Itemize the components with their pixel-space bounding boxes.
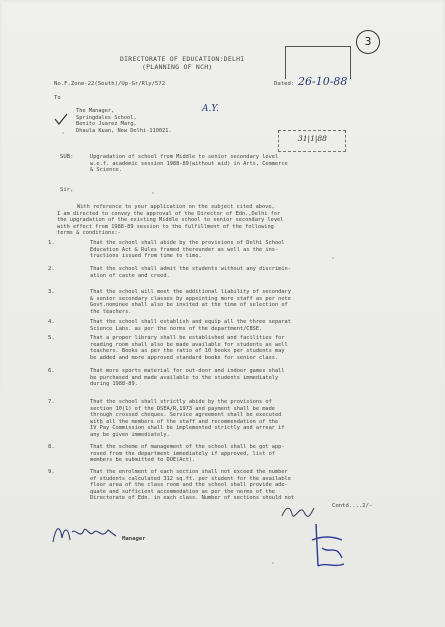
condition-line: of students calculated 312 sq.ft. per student for the available <box>90 475 291 482</box>
condition-line: floor area of the class room and the school shall provide ade- <box>90 482 288 488</box>
intro-line: With reference to your application on the subject cited above, <box>77 204 275 210</box>
condition-line: IV Pay Commission shall be implemented strictly and arrear if <box>90 425 285 431</box>
condition-line: That the scheme of management of the school shall be got app- <box>90 444 285 450</box>
handwritten-date: 26-10-88 <box>298 75 348 88</box>
condition-line: roved from the department immediately if approved, list of <box>90 450 275 457</box>
condition-line: quate and sufficient accommodation as per the norms of the <box>90 488 275 495</box>
condition-item <box>90 399 285 438</box>
condition-line: That more sports material for out-door and indoor games shall <box>90 368 285 374</box>
scan-speck <box>62 132 64 134</box>
scan-speck <box>332 257 334 259</box>
condition-line: members be submitted to DOE(Act). <box>90 457 196 463</box>
condition-line: with all the members of the staff and recommendation of the <box>90 418 279 425</box>
condition-line: That the school shall admit the students without any discrimin- <box>90 266 291 272</box>
letterhead-title: DIRECTORATE OF EDUCATION:DELHI <box>120 55 245 63</box>
subject-block <box>90 154 288 174</box>
subject-line: & Science. <box>90 167 122 173</box>
condition-line: Education Act & Rules framed thereunder as well as the ins- <box>90 246 279 253</box>
signature-image <box>50 518 120 550</box>
scan-speck <box>272 562 274 564</box>
condition-line: the teachers. <box>90 308 132 315</box>
condition-item <box>90 444 285 464</box>
addressee-line: The Manager, <box>76 108 115 114</box>
condition-number: 1. <box>48 240 55 246</box>
intro-line: with effect from 1988-89 session to the fulfillment of the following <box>57 223 274 230</box>
to-label: To <box>54 95 61 101</box>
condition-item <box>90 368 285 388</box>
condition-number: 7. <box>48 399 55 405</box>
condition-line: That the school shall strictly abide by the provisions of <box>90 399 272 405</box>
condition-line: That the enrolment of each section shall not exceed the number <box>90 469 288 475</box>
condition-item <box>90 266 291 279</box>
condition-line: any be given immediately. <box>90 431 170 438</box>
subject-line: Upgradation of school from Middle to senior secondary level <box>90 154 279 160</box>
condition-line: be purchased and made available to the students immediately <box>90 374 279 381</box>
condition-line: tructions issued from time to time. <box>90 253 202 259</box>
continued-marker: Contd....2/- <box>332 503 373 509</box>
condition-item <box>90 319 291 332</box>
addressee-block <box>76 108 172 134</box>
condition-item <box>90 469 294 502</box>
condition-line: That the school will meet the additional liability of secondary <box>90 289 291 295</box>
intro-paragraph <box>57 204 283 237</box>
condition-line: reading room shall also be made available for students as well <box>90 341 288 348</box>
reference-number: No.F.Zone-22(South)/Up-Gr/Rly/572 <box>54 81 166 87</box>
condition-number: 9. <box>48 469 55 475</box>
approval-signature-image <box>308 518 348 574</box>
condition-number: 6. <box>48 368 55 374</box>
scan-speck <box>152 192 154 194</box>
scanned-letter <box>2 2 443 625</box>
condition-line: teachers. Books as per the ratio of 10 books per students may <box>90 348 285 354</box>
condition-line: That the school shall abide by the provisions of Delhi School <box>90 240 285 246</box>
condition-line: section 10(1) of the DSEA/R,1973 and payment shall be made <box>90 405 275 412</box>
signatory-title: Manager <box>122 536 146 542</box>
condition-line: be added and more approved standard books for senior class. <box>90 354 279 361</box>
condition-line: ation of caste and creed. <box>90 272 170 279</box>
condition-line: during 1988-89. <box>90 381 138 387</box>
stamp-number: 31|1|88 <box>298 134 327 143</box>
condition-line: through crossed cheques. Service agreement shall be executed <box>90 412 282 418</box>
page-number-circle: 3 <box>356 30 380 54</box>
addressee-line: Springdales School, <box>76 114 137 121</box>
condition-item <box>90 289 291 315</box>
subject-label: SUB: <box>60 154 74 160</box>
intro-line: terms & conditions:- <box>57 230 121 236</box>
condition-line: That a proper library shall be established and facilities for <box>90 335 285 341</box>
handwritten-initials: A.Y. <box>202 104 220 114</box>
intro-line: the upgradation of the existing Middle school to senior secondary level <box>57 217 284 223</box>
condition-line: Govt.nominee shall also be invited at the time of selection of <box>90 302 288 308</box>
subject-line: w.e.f. academic session 1988-89(without aid) in Arts, Commerce <box>90 160 288 167</box>
condition-number: 8. <box>48 444 55 450</box>
condition-number: 2. <box>48 266 55 272</box>
condition-line: Directorate of Edn. in each class. Number of sections should not <box>90 495 295 501</box>
letterhead-subtitle: (PLANNING OF NCH) <box>142 63 213 71</box>
condition-item <box>90 335 288 361</box>
condition-number: 3. <box>48 289 55 295</box>
condition-number: 4. <box>48 319 55 325</box>
intro-line: I am directed to convey the approval of the Director of Edn.,Delhi for <box>57 210 281 217</box>
condition-line: & senior secondary classes by appointing more staff as per note <box>90 295 291 302</box>
addressee-line: Benito Juarez Marg, <box>76 121 137 127</box>
condition-item <box>90 240 285 260</box>
dated-label: Dated: <box>274 81 295 87</box>
condition-line: Science Labs. as per the norms of the department/CBSE. <box>90 325 263 332</box>
condition-number: 5. <box>48 335 55 341</box>
addressee-line: Dhaula Kuan, New Delhi-110021. <box>76 127 172 134</box>
tick-mark-icon <box>54 112 68 126</box>
condition-line: That the school shall establish and equip all the three separat <box>90 319 291 325</box>
salutation: Sir, <box>60 187 74 193</box>
